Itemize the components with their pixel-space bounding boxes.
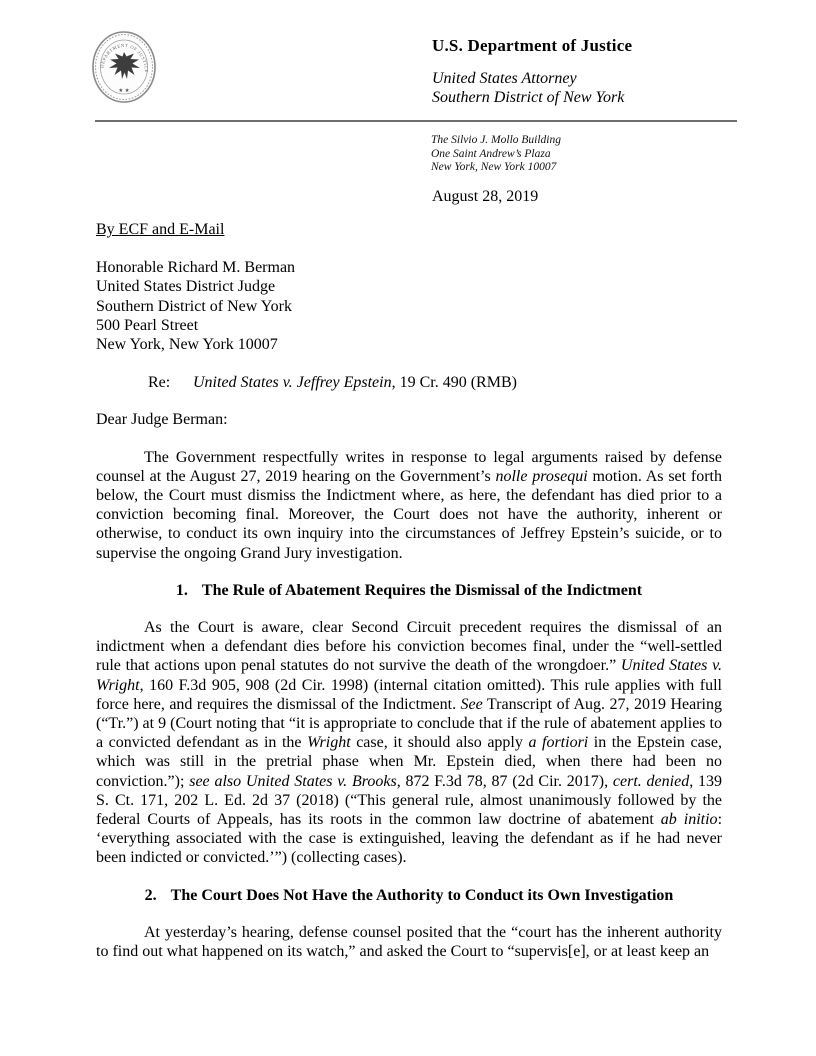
letterhead-office-line: United States Attorney — [432, 70, 577, 87]
text-run: As the Court is aware, clear Second Circuit precedent requires the dismissal of an indictment when a defendant dies before his conviction becomes final, under the “well-settled rule that actions upon penal statutes do not survive the death of the wrongdoer.” — [96, 619, 722, 675]
section-2-paragraph — [96, 923, 722, 961]
text-line: The Silvio J. Mollo Building — [431, 134, 561, 146]
italic-text-run: See — [460, 695, 483, 713]
text-run: case, it should also apply — [350, 734, 529, 752]
re-docket-number: , 19 Cr. 490 (RMB) — [391, 374, 517, 392]
text-line: New York, New York 10007 — [431, 161, 557, 173]
re-line — [96, 373, 722, 392]
italic-text-run: United States v. Wright — [96, 657, 722, 694]
text-run: : ‘everything associated with the case is extinguished, leaving the defendant as if he had never been indicted or convicted.’”) (collecting cases). — [96, 811, 723, 867]
letter-body — [96, 220, 722, 961]
salutation: Dear Judge Berman: — [96, 411, 228, 429]
re-case-name: United States v. Jeffrey Epstein — [193, 374, 392, 392]
text-line: United States District Judge — [96, 278, 276, 296]
text-run: The Government respectfully writes in response to legal arguments raised by defense counsel at the August 27, 2019 hearing on the Government’s — [96, 448, 722, 485]
section-2-heading — [96, 886, 722, 905]
letterhead-office-line: Southern District of New York — [432, 89, 625, 106]
section-2-number: 2. — [144, 886, 157, 904]
seal-arc-text: DEPARTMENT OF JUSTICE — [99, 42, 150, 73]
text-run: , 872 F.3d 78, 87 (2d Cir. 2017), — [396, 772, 613, 790]
italic-text-run: Wright — [307, 734, 351, 752]
text-line: New York, New York 10007 — [96, 336, 278, 354]
recipient-address-block — [96, 258, 722, 354]
text-line: One Saint Andrew’s Plaza — [431, 147, 551, 160]
section-1-number: 1. — [175, 581, 188, 599]
italic-text-run: nolle prosequi — [495, 467, 588, 485]
section-1-paragraph — [96, 618, 722, 868]
text-run: , 160 F.3d 905, 908 (2d Cir. 1998) (internal citation omitted). This rule applies with full force here, and requires the dismissal of the Indictment. — [96, 676, 722, 713]
italic-text-run: a fortiori — [528, 734, 589, 752]
italic-text-run: cert. denied — [612, 772, 690, 790]
letterhead-office — [432, 69, 624, 107]
text-line: Southern District of New York — [96, 297, 292, 315]
text-run: Transcript of Aug. 27, 2019 Hearing (“Tr.”) at 9 (Court noting that “it is appropriate to conclude that if the rule of abatement applies to a convicted defendant as in the — [96, 695, 722, 752]
delivery-method: By ECF and E-Mail — [96, 221, 225, 238]
text-line: 500 Pearl Street — [96, 316, 199, 334]
seal-stars: ★ ★ — [118, 88, 130, 94]
section-1-title: The Rule of Abatement Requires the Dismissal of the Indictment — [201, 581, 643, 599]
letterhead-divider — [95, 120, 737, 122]
re-label: Re: — [148, 374, 171, 392]
intro-paragraph — [96, 448, 722, 563]
doj-seal-icon — [91, 30, 157, 104]
text-run: in the Epstein case, which was still in the pretrial phase when Mr. Epstein died, when there had been no conviction.”); — [96, 734, 722, 790]
letterhead-address-block — [431, 134, 561, 175]
italic-text-run: see also United States v. Brooks — [189, 772, 397, 790]
section-2-title: The Court Does Not Have the Authority to Conduct its Own Investigation — [170, 886, 674, 904]
letter-date: August 28, 2019 — [432, 188, 539, 205]
section-1-heading — [96, 581, 722, 600]
letterhead-agency-title: U.S. Department of Justice — [432, 36, 633, 55]
text-run: At yesterday’s hearing, defense counsel posited that the “court has the inherent authority to find out what happened on its watch,” and asked the Court to “supervis[e], or at least keep an — [96, 923, 722, 961]
text-line: Honorable Richard M. Berman — [96, 259, 296, 277]
italic-text-run: ab initio — [660, 811, 718, 829]
text-run: , 139 S. Ct. 171, 202 L. Ed. 2d 37 (2018) (“This general rule, almost unanimously followed by the federal Courts of Appeals, has its roots in the common law doctrine of abatement — [96, 772, 723, 829]
text-run: motion. As set forth below, the Court must dismiss the Indictment where, as here, the defendant has died prior to a conviction becoming final. Moreover, the Court does not have the authority, inherent or otherwise, to conduct its own inquiry into the circumstances of Jeffrey Epstein’s suicide, or to supervise the ongoing Grand Jury investigation. — [96, 467, 722, 562]
